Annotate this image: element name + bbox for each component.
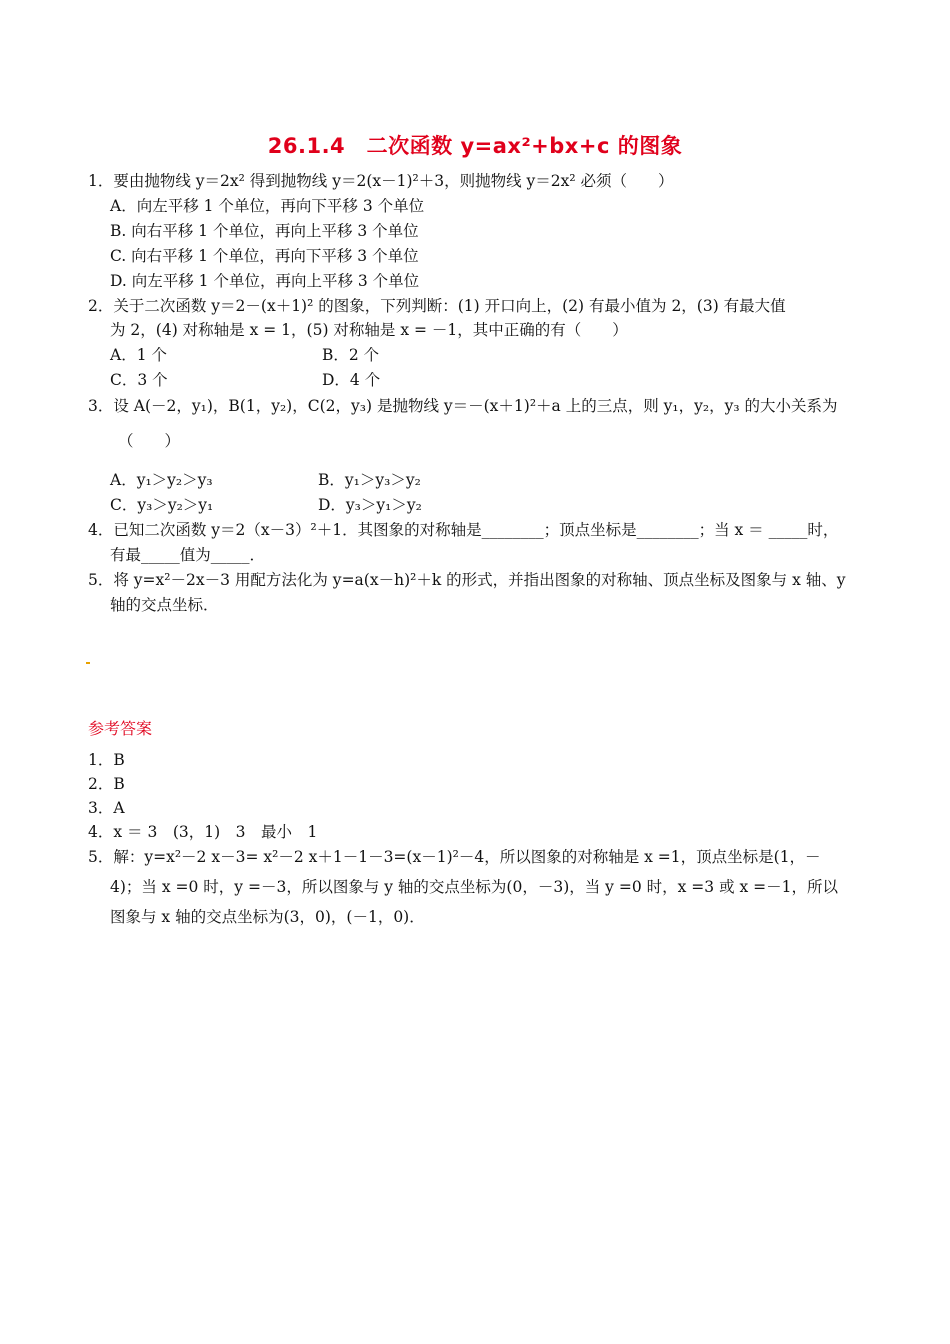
question-3-option-b: B．y₁＞y₃＞y₂ — [318, 471, 421, 489]
page-title: 26.1.4 二次函数 y=ax²+bx+c 的图象 — [267, 134, 683, 158]
answer-5-line-3: 图象与 x 轴的交点坐标为(3，0)，(－1，0)． — [110, 908, 425, 926]
answers-heading: 参考答案 — [88, 719, 153, 738]
question-1-stem: 1．要由抛物线 y＝2x² 得到抛物线 y＝2(x－1)²＋3，则抛物线 y＝2x² 必须（ ） — [88, 172, 674, 190]
question-2-option-c: C．3 个 — [110, 371, 168, 389]
question-5-stem-line-2: 轴的交点坐标． — [110, 596, 219, 614]
question-2-stem-line-2: 为 2，(4) 对称轴是 x = 1，(5) 对称轴是 x = －1，其中正确的有（ ） — [110, 321, 628, 339]
answer-3: 3．A — [88, 799, 125, 817]
question-1-option-c: C. 向右平移 1 个单位，再向下平移 3 个单位 — [110, 247, 419, 265]
answer-5-line-2: 4)；当 x =0 时，y =－3，所以图象与 y 轴的交点坐标为(0，－3)，当 y =0 时，x =3 或 x =－1，所以 — [110, 878, 839, 896]
question-3-option-c: C．y₃＞y₂＞y₁ — [110, 496, 214, 514]
scan-mark — [86, 662, 90, 664]
question-4-stem-line-1: 4．已知二次函数 y＝2（x－3）²＋1．其图象的对称轴是________；顶点坐标是________；当 x ＝ _____时， — [88, 521, 839, 539]
question-1-option-b: B. 向右平移 1 个单位，再向上平移 3 个单位 — [110, 222, 419, 240]
answer-1: 1．B — [88, 751, 125, 769]
question-3-stem-line-1: 3．设 A(－2，y₁)，B(1，y₂)，C(2，y₃) 是抛物线 y＝－(x＋1)²＋a 上的三点，则 y₁，y₂，y₃ 的大小关系为 — [88, 397, 838, 415]
question-4-stem-line-2: 有最_____值为_____． — [110, 546, 266, 564]
question-3-stem-line-2: （ ） — [118, 432, 181, 450]
question-2-stem-line-1: 2．关于二次函数 y＝2－(x＋1)² 的图象，下列判断：(1) 开口向上，(2) 有最小值为 2，(3) 有最大值 — [88, 297, 786, 315]
question-3-option-d: D．y₃＞y₁＞y₂ — [318, 496, 422, 514]
answer-4: 4．x ＝ 3 (3，1) 3 最小 1 — [88, 823, 318, 841]
answer-5-line-1: 5．解：y=x²－2 x－3= x²－2 x＋1－1－3=(x－1)²－4，所以图象的对称轴是 x =1，顶点坐标是(1，－ — [88, 848, 821, 866]
answer-2: 2．B — [88, 775, 125, 793]
question-2-option-b: B．2 个 — [322, 346, 380, 364]
question-3-option-a: A．y₁＞y₂＞y₃ — [110, 471, 213, 489]
question-1-option-d: D. 向左平移 1 个单位，再向上平移 3 个单位 — [110, 272, 420, 290]
question-2-option-d: D．4 个 — [322, 371, 381, 389]
question-1-option-a: A．向左平移 1 个单位，再向下平移 3 个单位 — [110, 197, 425, 215]
question-2-option-a: A．1 个 — [110, 346, 167, 364]
question-5-stem-line-1: 5．将 y=x²－2x－3 用配方法化为 y=a(x－h)²＋k 的形式，并指出图象的对称轴、顶点坐标及图象与 x 轴、y — [88, 571, 846, 589]
